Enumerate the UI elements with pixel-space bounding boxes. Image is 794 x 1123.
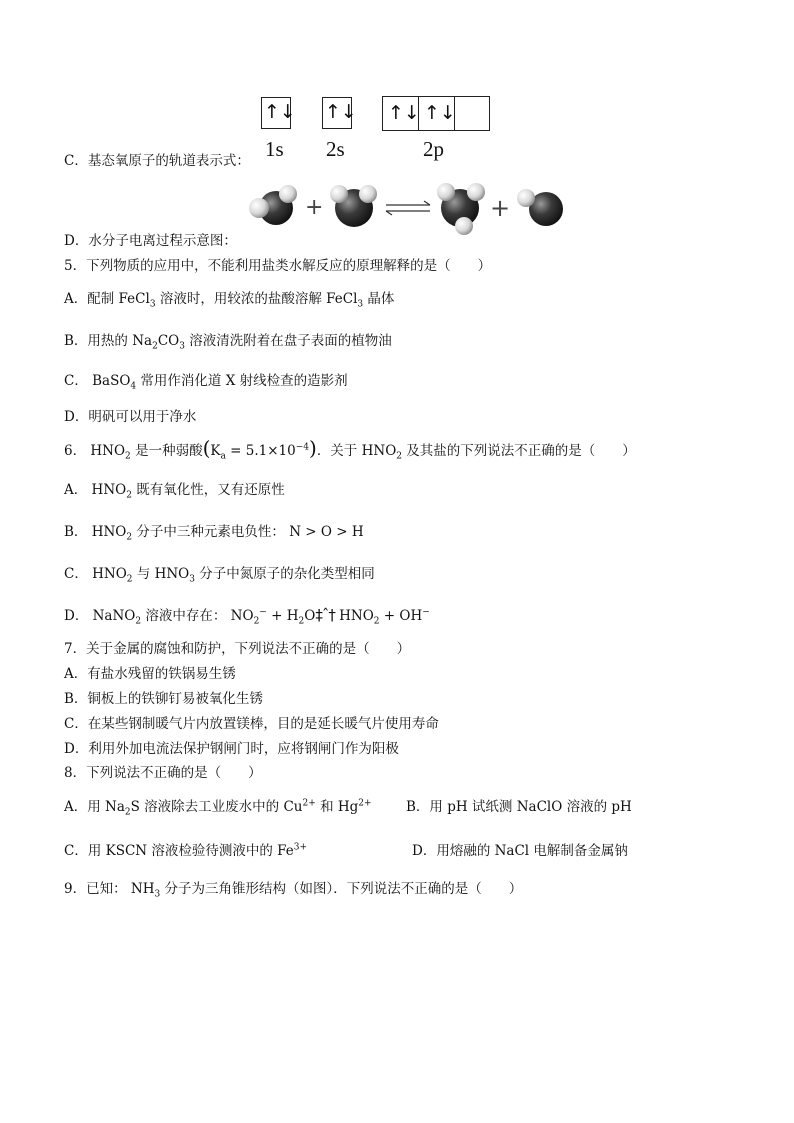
orbital-label-2s: 2s <box>326 137 345 161</box>
hydroxide-ion-icon <box>517 189 563 226</box>
question-5-option-b: B．用热的 $Na_2CO_3$ 溶液清洗附着在盘子表面的植物油 <box>64 333 392 352</box>
orbital-label-2p: 2p <box>423 137 444 161</box>
orbital-box-1s <box>261 97 296 129</box>
plus-sign: + <box>305 195 324 220</box>
question-7: 7．关于金属的腐蚀和防护，下列说法不正确的是（ ） <box>64 641 411 657</box>
equilibrium-arrow-icon <box>386 201 430 215</box>
orbital-box-2s <box>322 97 357 129</box>
question-7-option-b: B．铜板上的铁铆钉易被氧化生锈 <box>64 691 263 707</box>
question-6-option-b: B． $HNO_2$ 分子中三种元素电负性： N > O > H <box>64 524 364 543</box>
question-5-option-d: D．明矾可以用于净水 <box>64 409 197 425</box>
orbital-box-2p-3 <box>454 96 490 131</box>
water-molecule-icon <box>249 185 297 225</box>
question-6: 6． $HNO_2$ 是一种弱酸$(K_a = 5.1\times 10^{-4})$．关于 $HNO_2$ 及其盐的下列说法不正确的是（ ） <box>64 436 636 462</box>
hydronium-ion-icon <box>437 183 485 235</box>
electron-pair: ↑↓ <box>424 102 456 124</box>
question-6-option-c: C． $HNO_2$ 与 $HNO_3$ 分子中氮原子的杂化类型相同 <box>64 566 375 585</box>
electron-pair: ↑↓ <box>325 101 357 123</box>
question-7-option-d: D．利用外加电流法保护钢闸门时，应将钢闸门作为阳极 <box>64 741 399 757</box>
question-7-option-c: C．在某些钢制暖气片内放置镁棒，目的是延长暖气片使用寿命 <box>64 716 439 732</box>
orbital-box-2p-2 <box>418 96 455 131</box>
question-5: 5．下列物质的应用中，不能利用盐类水解反应的原理解释的是（ ） <box>64 258 492 274</box>
option-c-oxygen: C．基态氧原子的轨道表示式： <box>64 153 250 169</box>
water-ionization-diagram <box>240 180 570 240</box>
question-6-option-a: A． $HNO_2$ 既有氧化性，又有还原性 <box>64 482 285 501</box>
option-d-water: D．水分子电离过程示意图： <box>64 233 237 249</box>
question-8-option-b: B．用 pH 试纸测 NaClO 溶液的 pH <box>406 799 632 815</box>
question-8-option-c: C．用 KSCN 溶液检验待测液中的 $Fe^{3+}$ <box>64 842 308 859</box>
electron-pair: ↑↓ <box>264 101 296 123</box>
plus-sign: + <box>490 194 511 222</box>
question-8-option-d: D．用熔融的 NaCl 电解制备金属钠 <box>412 843 628 859</box>
water-molecule-icon <box>330 185 377 227</box>
orbital-box-2p-1 <box>382 96 419 131</box>
electron-pair: ↑↓ <box>388 102 420 124</box>
question-9: 9．已知： $NH_3$ 分子为三角锥形结构（如图）．下列说法不正确的是（ ） <box>64 881 523 900</box>
question-8-option-a: A．用 $Na_2S$ 溶液除去工业废水中的 $Cu^{2+}$ 和 $Hg^{2+}$ <box>64 798 372 818</box>
orbital-label-1s: 1s <box>265 137 284 161</box>
question-5-option-c: C． BaSO$_4$ 常用作消化道 X 射线检查的造影剂 <box>64 373 348 392</box>
question-8: 8．下列说法不正确的是（ ） <box>64 765 262 781</box>
question-5-option-a: A．配制 FeCl$_3$ 溶液时，用较浓的盐酸溶解 FeCl$_3$ 晶体 <box>64 291 395 310</box>
question-6-option-d: D． NaNO$_2$ 溶液中存在： $NO_2^-$ + $H_2O\ddagger ˆ\dagger$ $HNO_2 + OH^-$ <box>64 606 430 627</box>
question-7-option-a: A．有盐水残留的铁锅易生锈 <box>64 666 236 682</box>
